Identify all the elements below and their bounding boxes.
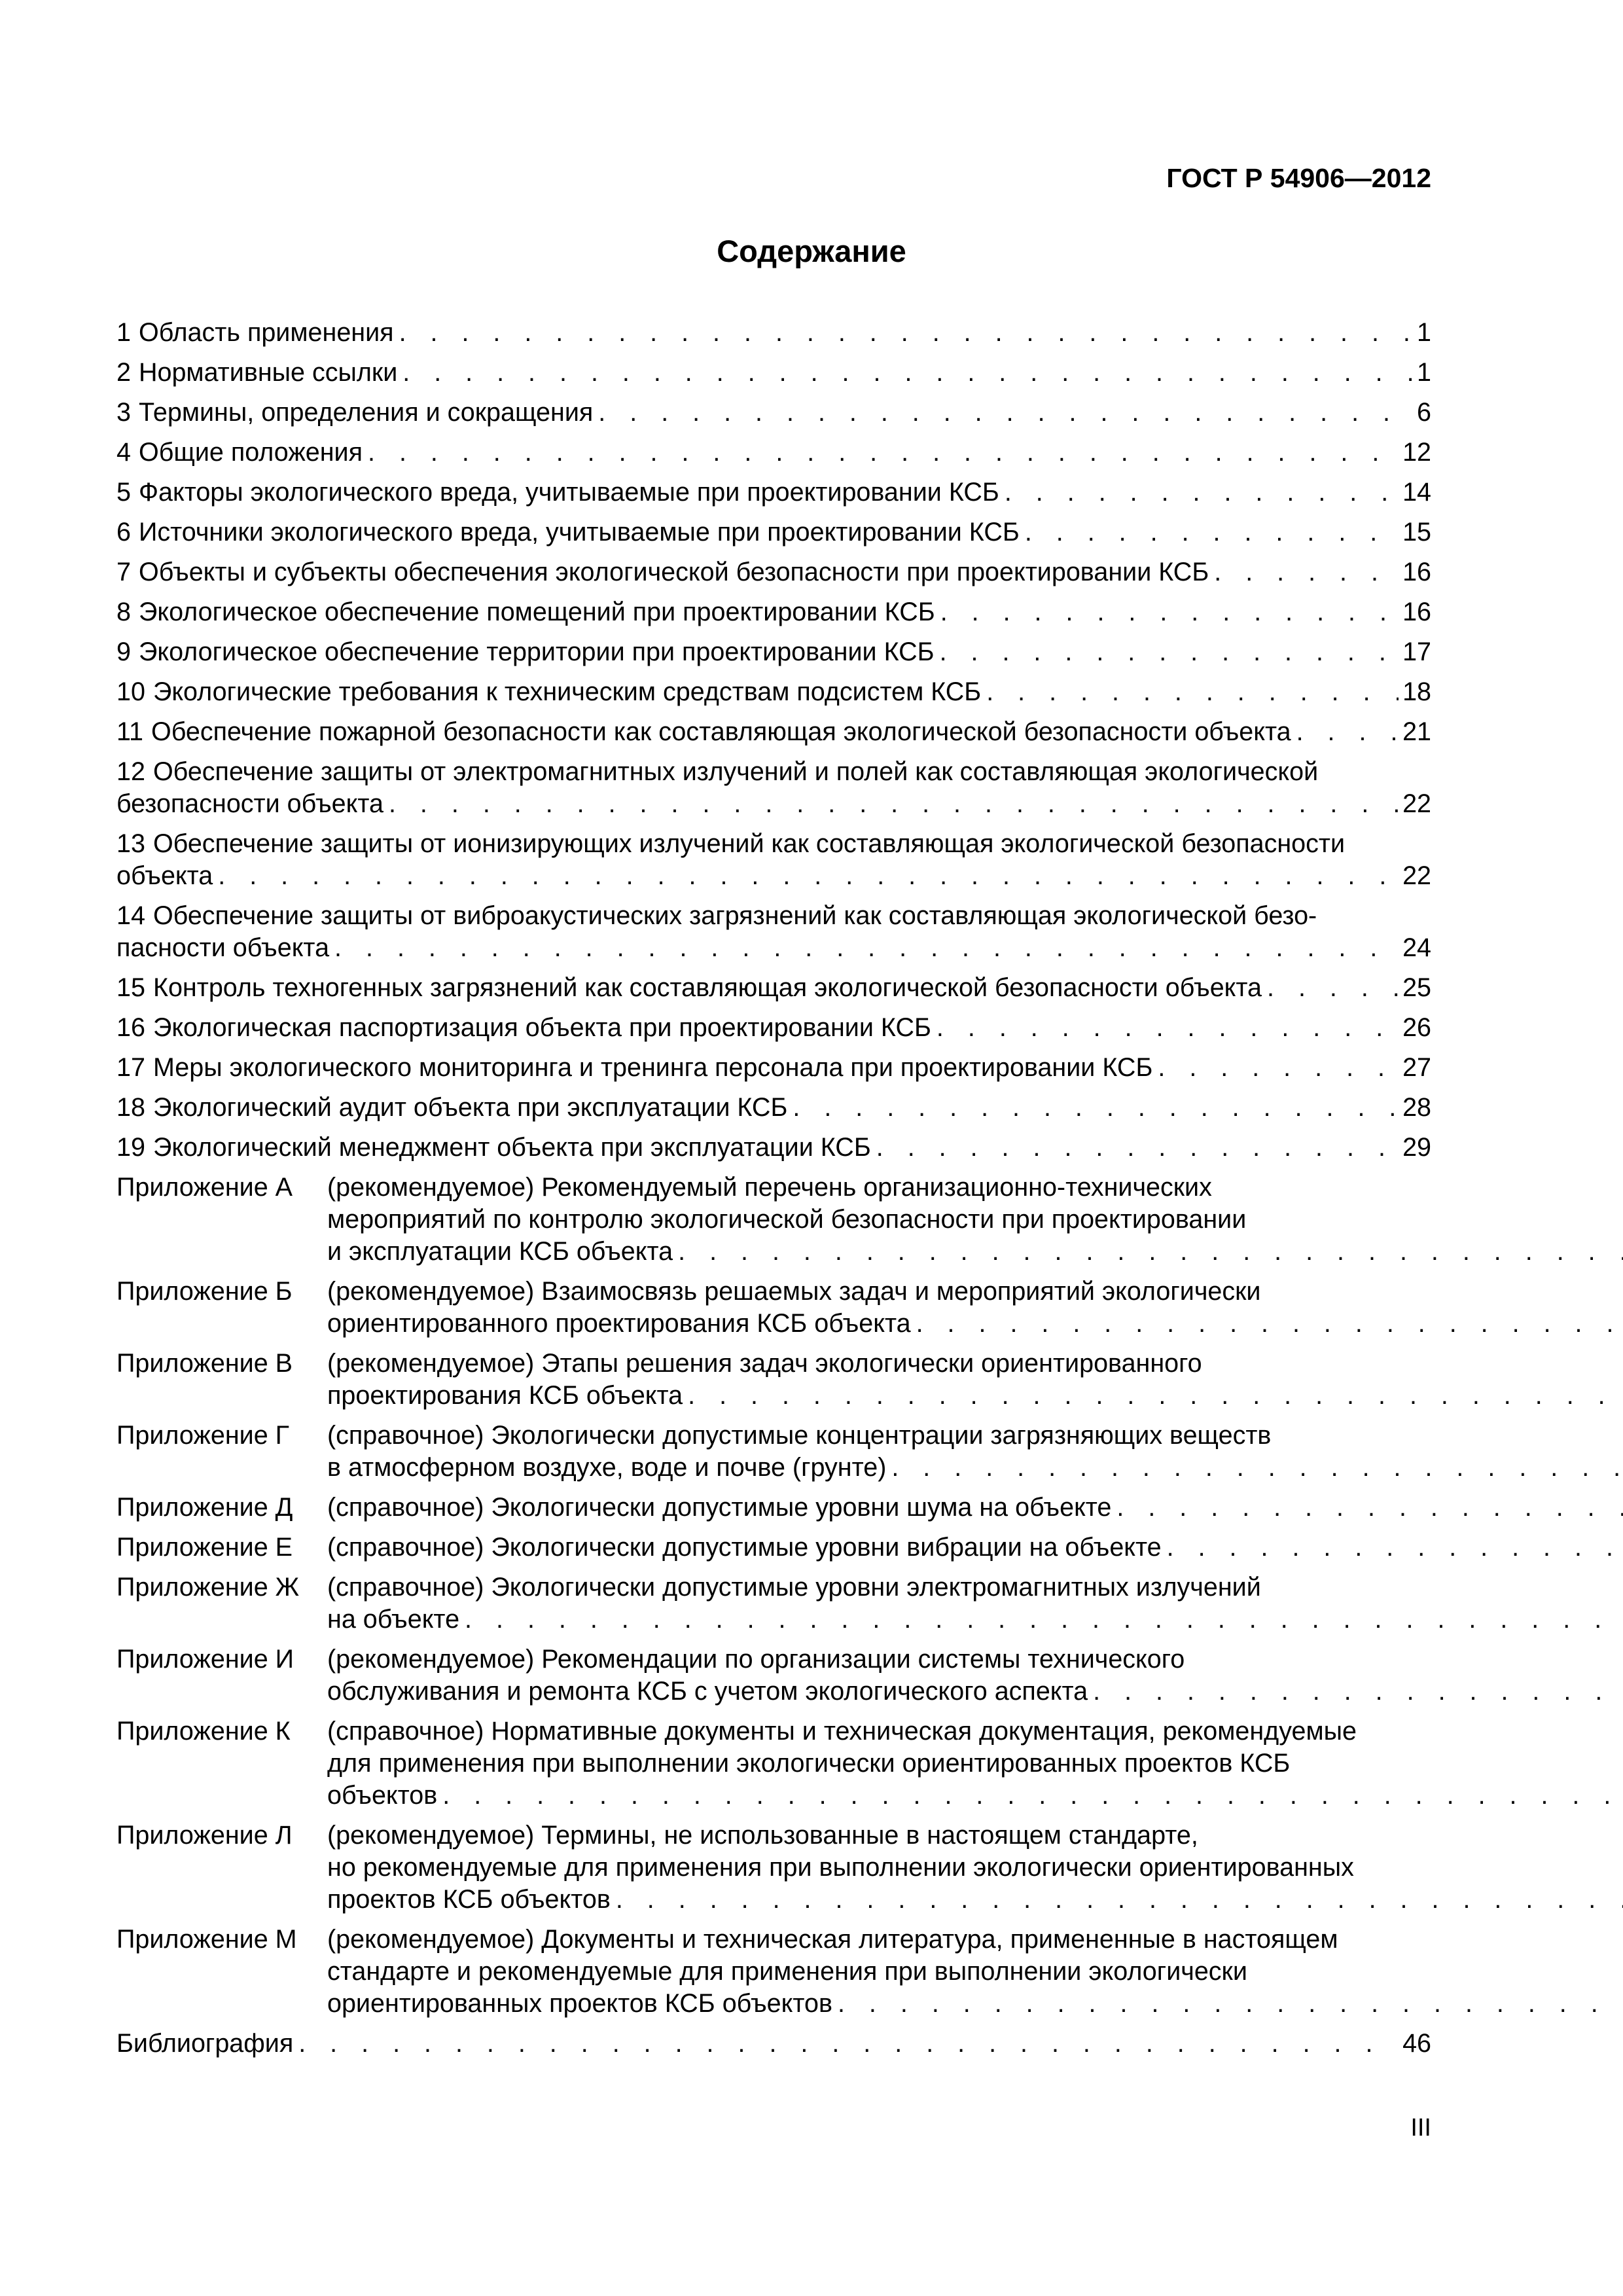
leader-dots	[940, 636, 1399, 668]
toc-appendix-entry[interactable]	[116, 1488, 1431, 1528]
toc-page-number: 28	[1402, 1093, 1431, 1122]
toc-entry-title: Обеспечение защиты от виброакустических загрязнений как составляющая экологической безо-	[152, 901, 1317, 930]
appendix-label: Приложение М	[116, 1925, 297, 1954]
toc-section-number: 1	[116, 318, 131, 347]
toc-entry[interactable]	[116, 393, 1431, 433]
appendix-title-last: (справочное) Экологически допустимые уровни шума на объекте	[327, 1493, 1112, 1522]
leader-dots	[838, 1988, 1623, 2020]
appendix-title-last: объектов	[327, 1781, 438, 1810]
toc-appendix-entry[interactable]	[116, 1712, 1431, 1816]
appendix-title-line: (рекомендуемое) Взаимосвязь решаемых задач и мероприятий экологически	[327, 1277, 1261, 1306]
leader-dots	[399, 317, 1413, 349]
leader-dots	[218, 860, 1399, 892]
toc-section-number: 5	[116, 478, 131, 507]
toc-appendix-entry[interactable]	[116, 1568, 1431, 1640]
appendix-label: Приложение Г	[116, 1421, 290, 1450]
appendix-title-last: (справочное) Экологически допустимые уровни вибрации на объекте	[327, 1533, 1162, 1562]
toc-section-number: 17	[116, 1053, 145, 1082]
toc-section-number: 3	[116, 398, 131, 427]
toc-entry[interactable]	[116, 824, 1431, 896]
appendix-title-line: (справочное) Нормативные документы и техническая документация, рекомендуемые	[327, 1717, 1357, 1746]
toc-entry-title: Объекты и субъекты обеспечения экологической безопасности при проектировании КСБ	[138, 558, 1209, 586]
toc-entry[interactable]	[116, 313, 1431, 353]
page-number: III	[1410, 2114, 1431, 2142]
toc-entry[interactable]	[116, 512, 1431, 552]
toc-appendix-entry[interactable]	[116, 1816, 1431, 1920]
toc-entry-title: Меры экологического мониторинга и тренинга персонала при проектировании КСБ	[152, 1053, 1153, 1082]
appendix-label: Приложение Ж	[116, 1573, 300, 1602]
toc-entry[interactable]	[116, 1088, 1431, 1128]
appendix-title-line: (справочное) Экологически допустимые концентрации загрязняющих веществ	[327, 1421, 1272, 1450]
leader-dots	[891, 1452, 1623, 1484]
toc-page-number: 12	[1402, 438, 1431, 467]
appendix-title-last: ориентированных проектов КСБ объектов	[327, 1989, 832, 2018]
leader-dots	[678, 1236, 1623, 1268]
toc-title: Содержание	[717, 234, 906, 268]
appendix-title-line: для применения при выполнении экологически ориентированных проектов КСБ	[327, 1749, 1291, 1778]
toc-appendix-entry[interactable]	[116, 1272, 1431, 1344]
leader-dots	[465, 1604, 1623, 1636]
leader-dots	[876, 1132, 1399, 1164]
toc-entry-title: Контроль техногенных загрязнений как составляющая экологической безопасности объекта	[152, 973, 1262, 1002]
toc-section-number: 15	[116, 973, 145, 1002]
toc-entry-title: Экологическое обеспечение помещений при проектировании КСБ	[138, 598, 935, 626]
toc-page-number: 24	[1402, 933, 1431, 962]
toc-entry-title: Экологическое обеспечение территории при проектировании КСБ	[138, 637, 935, 666]
appendix-label: Приложение В	[116, 1349, 293, 1378]
appendix-title-last: обслуживания и ремонта КСБ с учетом экологического аспекта	[327, 1677, 1088, 1706]
leader-dots	[598, 397, 1413, 429]
toc-entry-title: Общие положения	[138, 438, 363, 467]
table-of-contents	[116, 313, 1431, 2064]
toc-section-number: 10	[116, 677, 145, 706]
appendix-title-line: стандарте и рекомендуемые для применения при выполнении экологически	[327, 1957, 1247, 1986]
leader-dots	[1214, 556, 1399, 588]
toc-page-number: 18	[1402, 677, 1431, 706]
toc-page-number: 21	[1402, 717, 1431, 746]
appendix-title-last: проектирования КСБ объекта	[327, 1381, 683, 1410]
toc-entry-title-cont: пасности объекта	[116, 933, 330, 962]
toc-entry-title: Экологические требования к техническим средствам подсистем КСБ	[152, 677, 982, 706]
leader-dots	[1296, 716, 1399, 748]
appendix-title-last: и эксплуатации КСБ объекта	[327, 1237, 673, 1266]
toc-entry[interactable]	[116, 752, 1431, 824]
appendix-label: Приложение А	[116, 1173, 293, 1202]
toc-entry-title: Факторы экологического вреда, учитываемые при проектировании КСБ	[138, 478, 999, 507]
toc-entry[interactable]	[116, 632, 1431, 672]
toc-page-number: 16	[1402, 598, 1431, 626]
toc-page-number: 14	[1402, 478, 1431, 507]
toc-entry-title: Экологическая паспортизация объекта при проектировании КСБ	[152, 1013, 931, 1042]
leader-dots	[1116, 1492, 1623, 1524]
toc-entry-title-cont: объекта	[116, 861, 213, 890]
toc-appendix-entry[interactable]	[116, 1920, 1431, 2024]
document-code: ГОСТ Р 54906—2012	[1166, 163, 1431, 193]
toc-appendix-entry[interactable]	[116, 1640, 1431, 1712]
toc-entry-title: Источники экологического вреда, учитываемые при проектировании КСБ	[138, 518, 1020, 547]
toc-page-number: 25	[1402, 973, 1431, 1002]
toc-entry[interactable]	[116, 672, 1431, 712]
toc-entry[interactable]	[116, 1048, 1431, 1088]
toc-appendix-entry[interactable]	[116, 1528, 1431, 1568]
leader-dots	[368, 437, 1399, 469]
appendix-title-line: мероприятий по контролю экологической безопасности при проектировании	[327, 1205, 1247, 1234]
appendix-label: Приложение Л	[116, 1821, 293, 1850]
toc-entry[interactable]	[116, 473, 1431, 512]
appendix-title-last: в атмосферном воздухе, воде и почве (грунте)	[327, 1453, 887, 1482]
toc-entry[interactable]	[116, 968, 1431, 1008]
toc-entry-title: Термины, определения и сокращения	[138, 398, 594, 427]
toc-section-number: 16	[116, 1013, 145, 1042]
toc-entry-title: Экологический менеджмент объекта при эксплуатации КСБ	[152, 1133, 871, 1162]
toc-entry[interactable]	[116, 552, 1431, 592]
toc-entry[interactable]	[116, 896, 1431, 968]
leader-dots	[986, 676, 1399, 708]
toc-entry-title: Обеспечение защиты от ионизирующих излучений как составляющая экологической безопасности	[152, 829, 1346, 858]
toc-entry-title: Обеспечение защиты от электромагнитных излучений и полей как составляющая экологической	[152, 757, 1319, 786]
toc-page-number: 1	[1417, 358, 1431, 387]
toc-page-number: 16	[1402, 558, 1431, 586]
leader-dots	[940, 596, 1399, 628]
appendix-title-line: (рекомендуемое) Документы и техническая литература, примененные в настоящем	[327, 1925, 1338, 1954]
appendix-title-last: проектов КСБ объектов	[327, 1885, 611, 1914]
appendix-label: Приложение Е	[116, 1533, 293, 1562]
toc-entry-title: Экологический аудит объекта при эксплуатации КСБ	[152, 1093, 788, 1122]
leader-dots	[1005, 476, 1399, 509]
toc-page-number: 22	[1402, 789, 1431, 818]
leader-dots	[688, 1380, 1623, 1412]
toc-entry[interactable]	[116, 353, 1431, 393]
toc-section-number: 8	[116, 598, 131, 626]
appendix-title-line: (справочное) Экологически допустимые уровни электромагнитных излучений	[327, 1573, 1261, 1602]
toc-entry[interactable]	[116, 433, 1431, 473]
toc-entry-title: Нормативные ссылки	[138, 358, 398, 387]
toc-page-number: 46	[1402, 2029, 1431, 2058]
appendix-label: Приложение Д	[116, 1493, 293, 1522]
toc-entry-title: Область применения	[138, 318, 394, 347]
toc-page-number: 1	[1417, 318, 1431, 347]
appendix-title-line: (рекомендуемое) Термины, не использованные в настоящем стандарте,	[327, 1821, 1198, 1850]
leader-dots	[1267, 972, 1399, 1004]
bibliography-title: Библиография	[116, 2029, 294, 2058]
appendix-label: Приложение К	[116, 1717, 291, 1746]
toc-section-number: 12	[116, 757, 145, 786]
leader-dots	[793, 1092, 1399, 1124]
leader-dots	[334, 932, 1399, 964]
appendix-title-last: ориентированного проектирования КСБ объекта	[327, 1309, 911, 1338]
leader-dots	[402, 357, 1413, 389]
toc-page-number: 26	[1402, 1013, 1431, 1042]
leader-dots	[916, 1308, 1623, 1340]
toc-page-number: 17	[1402, 637, 1431, 666]
leader-dots	[1167, 1532, 1623, 1564]
toc-entry[interactable]	[116, 1008, 1431, 1048]
toc-appendix-entry[interactable]	[116, 1168, 1431, 1272]
toc-page-number: 27	[1402, 1053, 1431, 1082]
toc-section-number: 11	[116, 717, 144, 746]
leader-dots	[389, 788, 1399, 820]
toc-section-number: 2	[116, 358, 131, 387]
appendix-title-line: но рекомендуемые для применения при выполнении экологически ориентированных	[327, 1853, 1354, 1882]
leader-dots	[936, 1012, 1399, 1044]
toc-section-number: 9	[116, 637, 131, 666]
leader-dots	[1025, 516, 1399, 548]
appendix-label: Приложение И	[116, 1645, 294, 1674]
toc-appendix-entry[interactable]	[116, 1416, 1431, 1488]
toc-section-number: 6	[116, 518, 131, 547]
toc-section-number: 4	[116, 438, 131, 467]
leader-dots	[616, 1884, 1623, 1916]
toc-bibliography-entry[interactable]	[116, 2024, 1431, 2064]
toc-section-number: 13	[116, 829, 145, 858]
toc-entry-title-cont: безопасности объекта	[116, 789, 383, 818]
toc-entry[interactable]	[116, 712, 1431, 752]
leader-dots	[442, 1780, 1623, 1812]
leader-dots	[1093, 1676, 1623, 1708]
toc-section-number: 18	[116, 1093, 145, 1122]
leader-dots	[1158, 1052, 1399, 1084]
toc-page-number: 29	[1402, 1133, 1431, 1162]
appendix-title-line: (рекомендуемое) Этапы решения задач экологически ориентированного	[327, 1349, 1202, 1378]
appendix-label: Приложение Б	[116, 1277, 293, 1306]
appendix-title-line: (рекомендуемое) Рекомендуемый перечень организационно-технических	[327, 1173, 1212, 1202]
toc-entry[interactable]	[116, 592, 1431, 632]
toc-page-number: 15	[1402, 518, 1431, 547]
appendix-title-line: (рекомендуемое) Рекомендации по организации системы технического	[327, 1645, 1185, 1674]
toc-section-number: 7	[116, 558, 131, 586]
toc-section-number: 14	[116, 901, 145, 930]
toc-section-number: 19	[116, 1133, 145, 1162]
toc-appendix-entry[interactable]	[116, 1344, 1431, 1416]
toc-entry[interactable]	[116, 1128, 1431, 1168]
toc-page-number: 22	[1402, 861, 1431, 890]
appendix-title-last: на объекте	[327, 1605, 460, 1634]
toc-entry-title: Обеспечение пожарной безопасности как составляющая экологической безопасности объекта	[151, 717, 1291, 746]
leader-dots	[298, 2028, 1399, 2060]
toc-page-number: 6	[1417, 398, 1431, 427]
